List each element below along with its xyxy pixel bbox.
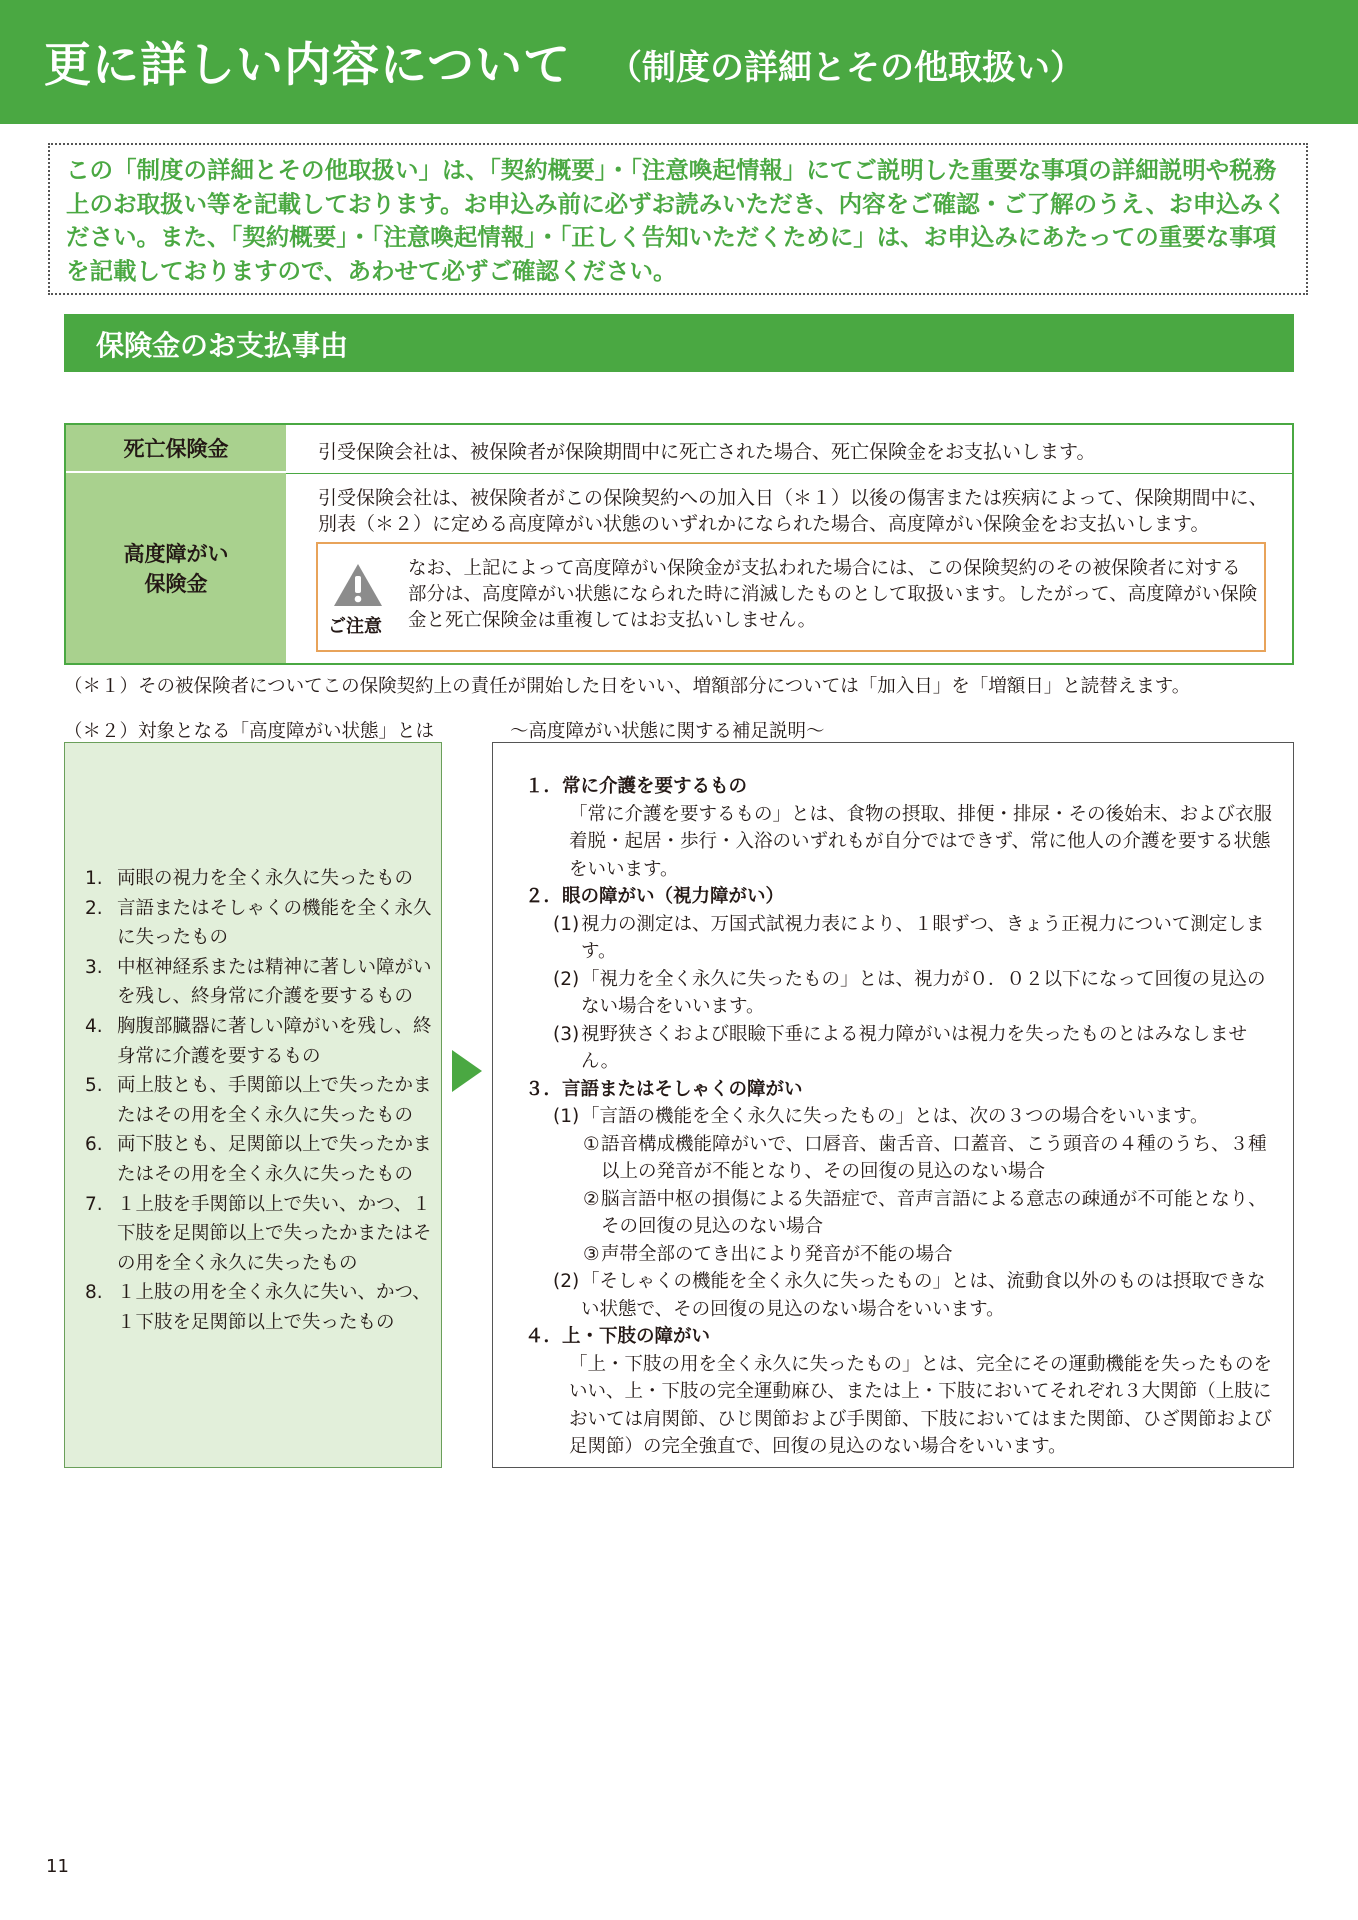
list-item-text: 両眼の視力を全く永久に失ったもの — [117, 868, 414, 889]
list-item — [525, 911, 1275, 966]
list-item — [525, 1103, 1275, 1131]
list-item-text: 脳言語中枢の損傷による失語症で、音声言語による意志の疎通が不可能となり、その回復の見込のない場合 — [601, 1188, 1267, 1237]
page-title: 更に詳しい内容について — [44, 38, 572, 93]
list-item — [85, 1278, 435, 1337]
intro-notice — [48, 143, 1308, 295]
list-item-number: ② — [583, 1188, 600, 1210]
disability-label-line1: 高度障がい — [123, 542, 229, 566]
disability-benefit-label — [66, 473, 286, 663]
disability-list-panel — [64, 742, 442, 1468]
list-item-text: 胸腹部臓器に著しい障がいを残し、終身常に介護を要するもの — [117, 1015, 432, 1067]
list-item — [525, 1241, 1275, 1269]
warning-icon — [332, 562, 384, 608]
list-item — [525, 1186, 1275, 1241]
list-item-number: 6. — [85, 1134, 103, 1156]
list-item-number: 4. — [85, 1015, 103, 1037]
supplement-section-3-title: ３．言語またはそしゃくの障がい — [525, 1078, 803, 1100]
disability-list-heading: （＊２）対象となる「高度障がい状態」とは — [64, 721, 435, 742]
list-item-number: 3. — [85, 956, 103, 978]
death-benefit-label: 死亡保険金 — [66, 425, 286, 473]
list-item — [525, 966, 1275, 1021]
supplement-panel — [492, 742, 1294, 1468]
list-item-text: 中枢神経系または精神に著しい障がいを残し、終身常に介護を要するもの — [117, 956, 432, 1008]
list-item-text: 「言語の機能を全く永久に失ったもの」とは、次の３つの場合をいいます。 — [581, 1106, 1209, 1127]
list-item — [85, 894, 435, 953]
list-item-text: 両下肢とも、足関節以上で失ったかまたはその用を全く永久に失ったもの — [117, 1134, 432, 1185]
list-item — [85, 953, 435, 1012]
page-subtitle: （制度の詳細とその他取扱い） — [608, 48, 1084, 88]
list-item — [85, 1012, 435, 1071]
list-item-number: 7. — [85, 1193, 103, 1215]
supplement-section-2-title: ２．眼の障がい（視力障がい） — [525, 886, 785, 907]
list-item-number: (2) — [553, 968, 580, 990]
list-item-number: 5. — [85, 1075, 103, 1097]
list-item-text: １上肢を手関節以上で失い、かつ、１下肢を足関節以上で失ったかまたはその用を全く永久に失ったもの — [117, 1193, 432, 1274]
list-item — [85, 1130, 435, 1189]
list-item — [85, 1190, 435, 1279]
section-title: 保険金のお支払事由 — [64, 314, 1294, 372]
disability-label-line2: 保険金 — [144, 572, 208, 596]
supplement-section-4-title: ４．上・下肢の障がい — [525, 1326, 711, 1347]
list-item-number: (3) — [553, 1023, 580, 1045]
list-item-text: 両上肢とも、手関節以上で失ったかまたはその用を全く永久に失ったもの — [117, 1075, 432, 1126]
benefit-table — [64, 423, 1294, 665]
list-item-text: 語音構成機能障がいで、口唇音、歯舌音、口蓋音、こう頭音の４種のうち、３種以上の発音が不能となり、その回復の見込のない場合 — [601, 1133, 1267, 1182]
caution-label: ご注意 — [328, 616, 382, 637]
list-item-text: 「視力を全く永久に失ったもの」とは、視力が０．０２以下になって回復の見込のない場合をいいます。 — [581, 968, 1266, 1017]
list-item — [85, 864, 435, 894]
list-item — [525, 1268, 1275, 1323]
right-arrow-icon — [452, 1050, 482, 1092]
supplement-content — [525, 773, 1275, 1461]
supplement-section-4-text: 「上・下肢の用を全く永久に失ったもの」とは、完全にその運動機能を失ったものをいい、上・下肢の完全運動麻ひ、または上・下肢においてそれぞれ３大関節（上肢においては肩関節、ひじ関節および手関節、下肢においてはまた関節、ひざ関節および足関節）の完全強直で、回復の見込のない場合をいいます。 — [569, 1353, 1273, 1457]
list-item — [525, 1131, 1275, 1186]
list-item-number: (1) — [553, 913, 580, 935]
table-row-divider — [286, 473, 1292, 474]
list-item-number: 8. — [85, 1282, 103, 1304]
list-item-text: 「そしゃくの機能を全く永久に失ったもの」とは、流動食以外のものは摂取できない状態で、その回復の見込のない場合をいいます。 — [581, 1271, 1266, 1320]
list-item-number: (2) — [553, 1271, 580, 1292]
list-item-text: １上肢の用を全く永久に失い、かつ、１下肢を足関節以上で失ったもの — [117, 1282, 431, 1333]
footnote-1: （＊１）その被保険者についてこの保険契約上の責任が開始した日をいい、増額部分については「加入日」を「増額日」と読替えます。 — [64, 676, 1191, 697]
list-item-number: 1. — [85, 868, 103, 889]
supplement-section-1-text: 「常に介護を要するもの」とは、食物の摂取、排便・排尿・その後始末、および衣服着脱・起居・歩行・入浴のいずれもが自分ではできず、常に他人の介護を要する状態をいいます。 — [569, 803, 1273, 880]
death-benefit-text: 引受保険会社は、被保険者が保険期間中に死亡された場合、死亡保険金をお支払いします。 — [318, 441, 1096, 463]
list-item-text: 視力の測定は、万国式試視力表により、１眼ずつ、きょう正視力について測定します。 — [581, 913, 1265, 962]
list-item-number: ① — [583, 1133, 600, 1155]
list-item-number: ③ — [583, 1243, 600, 1265]
list-item-number: (1) — [553, 1106, 580, 1127]
supplement-section-1-title: １．常に介護を要するもの — [525, 776, 748, 797]
supplement-heading: ～高度障がい状態に関する補足説明～ — [510, 721, 825, 742]
intro-text: この「制度の詳細とその他取扱い」は、「契約概要」・「注意喚起情報」にてご説明した重要な事項の詳細説明や税務上のお取扱い等を記載しております。お申込み前に必ずお読みいただき、内容をご確認・ご了解のうえ、お申込みください。また、「契約概要」・「注意喚起情報」・「正しく告知いただくために」は、お申込みにあたっての重要な事項を記載しておりますので、あわせて必ずご確認ください。 — [66, 156, 1287, 285]
list-item-number: 2. — [85, 897, 103, 919]
caution-text: なお、上記によって高度障がい保険金が支払われた場合には、この保険契約のその被保険者に対する部分は、高度障がい状態になられた時に消滅したものとして取扱います。したがって、高度障がい保険金と死亡保険金は重複してはお支払いしません。 — [408, 558, 1258, 631]
page-number: 11 — [46, 1856, 69, 1877]
list-item-text: 視野狭さくおよび眼瞼下垂による視力障がいは視力を失ったものとはみなしません。 — [581, 1023, 1248, 1072]
disability-list — [85, 864, 435, 1338]
list-item — [85, 1071, 435, 1130]
disability-benefit-text: 引受保険会社は、被保険者がこの保険契約への加入日（＊１）以後の傷害または疾病によって、保険期間中に、別表（＊２）に定める高度障がい状態のいずれかになられた場合、高度障がい保険金をお支払いします。 — [318, 487, 1268, 535]
list-item — [525, 1021, 1275, 1076]
caution-box — [316, 542, 1266, 652]
list-item-text: 声帯全部のてき出により発音が不能の場合 — [601, 1243, 953, 1265]
header-bar — [0, 0, 1358, 124]
list-item-text: 言語またはそしゃくの機能を全く永久に失ったもの — [117, 897, 432, 949]
